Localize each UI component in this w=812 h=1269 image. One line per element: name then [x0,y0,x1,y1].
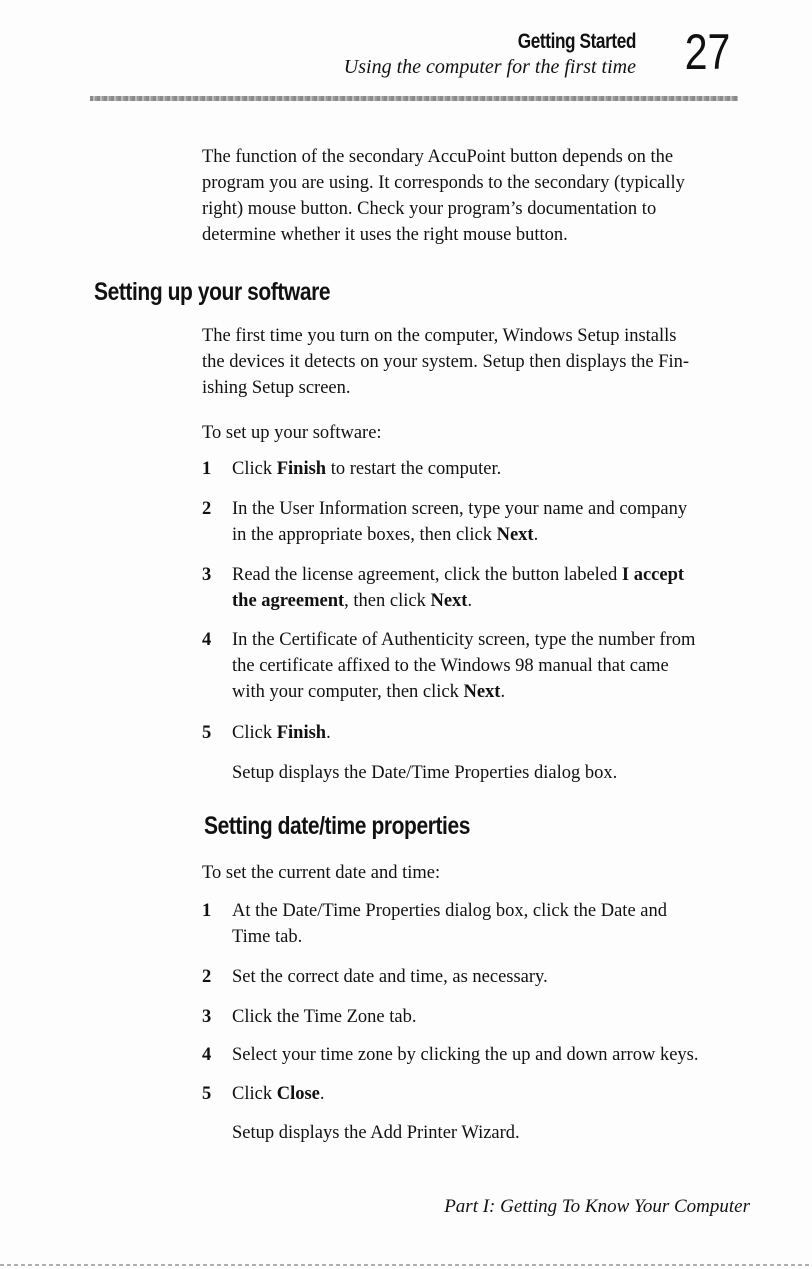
step-number: 1 [202,901,212,921]
step-number: 3 [202,565,212,585]
step-number: 3 [202,1007,212,1027]
ui-term: Next [496,525,534,545]
datetime-step-1: 1 At the Date/Time Properties dialog box, click the Date and Time tab. [202,898,762,950]
intro-line: right) mouse button. Check your program’s documentation to [202,199,657,219]
section-heading-setting-up-software: Setting up your software [94,278,331,306]
step-number: 5 [202,1084,212,1104]
step-number: 5 [202,723,212,743]
datetime-lead: To set the current date and time: [202,863,441,883]
setup-lead: To set up your software: [202,423,382,443]
setup-result: Setup displays the Date/Time Properties dialog box. [232,763,618,783]
section-heading-date-time: Setting date/time properties [204,812,470,840]
ui-term: the agreement [232,591,345,611]
header-rule [90,96,738,101]
setup-step-3: 3 Read the license agreement, click the button labeled I accept the agreement, then click Next. [202,562,762,614]
intro-line: program you are using. It corresponds to the secondary (typically [202,173,685,193]
datetime-result: Setup displays the Add Printer Wizard. [232,1123,520,1143]
ui-term: Finish [276,459,327,479]
step-number: 2 [202,499,212,519]
intro-line: determine whether it uses the right mouse button. [202,225,568,245]
page-number: 27 [684,24,731,80]
intro-line: The function of the secondary AccuPoint button depends on the [202,147,674,167]
running-footer: Part I: Getting To Know Your Computer [444,1196,750,1217]
datetime-step-2: 2 Set the correct date and time, as necessary. [202,964,762,990]
setup-step-4: 4 In the Certificate of Authenticity screen, type the number from the certificate affixed to the Windows 98 manual that came with your computer, then click Next. [202,627,762,705]
setup-line: ishing Setup screen. [202,378,351,398]
setup-line: the devices it detects on your system. Setup then displays the Fin- [202,352,690,372]
ui-term: Finish [276,723,327,743]
step-number: 4 [202,630,212,650]
setup-paragraph [202,323,762,401]
setup-step-5: 5 Click Finish. [202,720,762,746]
datetime-step-4: 4 Select your time zone by clicking the up and down arrow keys. [202,1042,762,1068]
bottom-rule [0,1264,812,1266]
step-number: 4 [202,1045,212,1065]
step-number: 1 [202,459,212,479]
running-header-section: Using the computer for the first time [343,56,636,78]
running-header-chapter: Getting Started [517,30,636,53]
setup-step-2: 2 In the User Information screen, type your name and company in the appropriate boxes, then click Next. [202,496,762,548]
setup-line: The first time you turn on the computer, Windows Setup installs [202,326,677,346]
setup-step-1: 1 Click Finish to restart the computer. [202,456,762,482]
datetime-step-3: 3 Click the Time Zone tab. [202,1004,762,1030]
step-number: 2 [202,967,212,987]
intro-paragraph [202,144,762,248]
datetime-step-5: 5 Click Close. [202,1081,762,1107]
ui-term: Next [430,591,468,611]
ui-term: Next [463,682,501,702]
ui-term: I accept [621,565,685,585]
ui-term: Close [276,1084,320,1104]
